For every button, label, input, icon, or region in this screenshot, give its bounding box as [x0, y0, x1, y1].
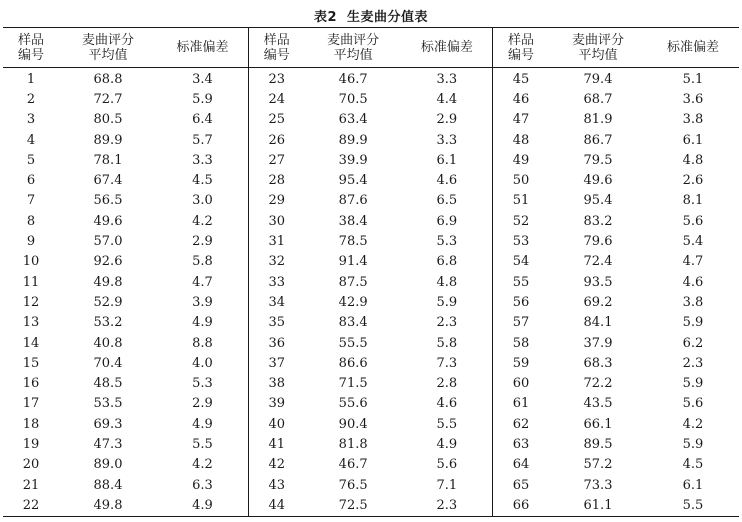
cell-sample-id: 33	[268, 274, 286, 290]
table-row	[3, 495, 248, 515]
cell-mean-score: 78.5	[338, 234, 368, 250]
cell-std-dev: 5.3	[436, 234, 458, 250]
cell-mean-score: 37.9	[583, 335, 613, 351]
table-row	[493, 353, 739, 373]
table-row	[493, 252, 739, 272]
cell-sample-id: 23	[268, 71, 286, 87]
table-row	[493, 434, 739, 454]
cell-mean-score: 81.9	[583, 112, 613, 128]
cell-mean-score: 84.1	[583, 315, 613, 331]
cell-mean-score: 55.6	[338, 396, 368, 412]
cell-mean-score: 89.0	[93, 457, 123, 473]
cell-mean-score: 49.8	[93, 497, 123, 513]
cell-sample-id: 38	[268, 376, 286, 392]
cell-std-dev: 6.1	[682, 477, 704, 493]
table-body	[493, 68, 739, 516]
table-row	[3, 252, 248, 272]
table-row	[493, 495, 739, 515]
cell-std-dev: 5.8	[192, 254, 213, 270]
cell-mean-score: 87.6	[338, 193, 368, 209]
table-row	[3, 150, 248, 170]
cell-sample-id: 56	[512, 294, 530, 310]
cell-sample-id: 1	[26, 71, 36, 87]
table-row	[3, 333, 248, 353]
score-table	[3, 27, 739, 517]
table-row	[249, 495, 492, 515]
table-row	[493, 292, 739, 312]
table-row	[493, 110, 739, 130]
cell-sample-id: 55	[512, 274, 530, 290]
table-block-1	[3, 28, 248, 516]
table-row	[249, 150, 492, 170]
table-row	[493, 130, 739, 150]
cell-mean-score: 79.6	[583, 234, 613, 250]
cell-sample-id: 53	[512, 234, 530, 250]
cell-sample-id: 58	[512, 335, 530, 351]
table-row	[3, 292, 248, 312]
cell-mean-score: 68.3	[583, 355, 613, 371]
cell-std-dev: 6.4	[192, 112, 213, 128]
cell-std-dev: 5.8	[436, 335, 458, 351]
cell-sample-id: 22	[22, 497, 40, 513]
table-row	[493, 211, 739, 231]
cell-sample-id: 61	[512, 396, 530, 412]
table-header	[3, 28, 248, 68]
table-row	[493, 69, 739, 89]
cell-sample-id: 66	[512, 497, 530, 513]
cell-std-dev: 6.1	[682, 132, 704, 148]
cell-std-dev: 4.0	[192, 355, 213, 371]
cell-sample-id: 34	[268, 294, 286, 310]
cell-mean-score: 63.4	[338, 112, 368, 128]
cell-sample-id: 11	[22, 274, 40, 290]
header-sample-id: 样品 编号	[17, 32, 44, 63]
cell-mean-score: 86.7	[583, 132, 613, 148]
cell-sample-id: 9	[26, 234, 36, 250]
table-row	[249, 191, 492, 211]
cell-mean-score: 53.5	[93, 396, 123, 412]
table-row	[493, 231, 739, 251]
table-row	[493, 170, 739, 190]
cell-mean-score: 53.2	[93, 315, 123, 331]
table-row	[249, 110, 492, 130]
cell-std-dev: 4.2	[192, 457, 213, 473]
cell-std-dev: 3.3	[436, 132, 458, 148]
cell-sample-id: 44	[268, 497, 286, 513]
cell-std-dev: 5.6	[682, 396, 704, 412]
cell-std-dev: 7.1	[436, 477, 458, 493]
cell-std-dev: 5.3	[192, 376, 213, 392]
header-mean-score: 麦曲评分 平均值	[81, 32, 134, 63]
cell-mean-score: 38.4	[338, 213, 368, 229]
cell-mean-score: 48.5	[93, 376, 123, 392]
table-row	[249, 434, 492, 454]
cell-mean-score: 72.5	[338, 497, 368, 513]
cell-sample-id: 59	[512, 355, 530, 371]
cell-std-dev: 4.9	[436, 436, 458, 452]
cell-std-dev: 8.1	[682, 193, 704, 209]
cell-sample-id: 20	[22, 457, 40, 473]
cell-mean-score: 57.2	[583, 457, 613, 473]
cell-sample-id: 30	[268, 213, 286, 229]
table-row	[249, 231, 492, 251]
cell-std-dev: 6.5	[436, 193, 458, 209]
cell-mean-score: 46.7	[338, 71, 368, 87]
cell-std-dev: 5.4	[682, 234, 704, 250]
table-row	[3, 353, 248, 373]
cell-mean-score: 81.8	[338, 436, 368, 452]
cell-sample-id: 57	[512, 315, 530, 331]
table-row	[3, 211, 248, 231]
cell-mean-score: 89.9	[93, 132, 123, 148]
cell-mean-score: 42.9	[338, 294, 368, 310]
cell-sample-id: 40	[268, 416, 286, 432]
table-row	[493, 191, 739, 211]
cell-std-dev: 6.8	[436, 254, 458, 270]
cell-std-dev: 2.9	[192, 396, 213, 412]
table-row	[249, 89, 492, 109]
cell-std-dev: 4.8	[682, 152, 704, 168]
cell-sample-id: 17	[22, 396, 40, 412]
table-row	[3, 313, 248, 333]
table-row	[3, 373, 248, 393]
cell-std-dev: 5.9	[682, 436, 704, 452]
table-block-3	[493, 28, 739, 516]
cell-sample-id: 37	[268, 355, 286, 371]
header-sample-id: 样品 编号	[507, 32, 534, 63]
table-row	[3, 272, 248, 292]
cell-std-dev: 2.8	[436, 376, 458, 392]
table-title: 生麦曲分值表	[347, 10, 429, 25]
table-row	[249, 252, 492, 272]
cell-std-dev: 5.9	[682, 376, 704, 392]
cell-mean-score: 80.5	[93, 112, 123, 128]
cell-sample-id: 42	[268, 457, 286, 473]
table-row	[249, 455, 492, 475]
cell-sample-id: 60	[512, 376, 530, 392]
cell-mean-score: 95.4	[583, 193, 613, 209]
cell-sample-id: 14	[22, 335, 40, 351]
cell-std-dev: 5.1	[682, 71, 704, 87]
cell-std-dev: 6.2	[682, 335, 704, 351]
cell-std-dev: 4.9	[192, 497, 213, 513]
cell-std-dev: 4.6	[436, 396, 458, 412]
cell-std-dev: 5.5	[682, 497, 704, 513]
cell-std-dev: 5.9	[192, 91, 213, 107]
cell-mean-score: 69.3	[93, 416, 123, 432]
cell-std-dev: 5.7	[192, 132, 213, 148]
table-row	[249, 394, 492, 414]
cell-sample-id: 8	[26, 213, 36, 229]
cell-sample-id: 65	[512, 477, 530, 493]
cell-sample-id: 4	[26, 132, 36, 148]
table-row	[493, 272, 739, 292]
cell-std-dev: 3.8	[682, 112, 704, 128]
cell-mean-score: 91.4	[338, 254, 368, 270]
cell-sample-id: 31	[268, 234, 286, 250]
cell-sample-id: 64	[512, 457, 530, 473]
cell-std-dev: 7.3	[436, 355, 458, 371]
table-row	[249, 475, 492, 495]
table-row	[3, 231, 248, 251]
cell-std-dev: 3.9	[192, 294, 213, 310]
cell-sample-id: 63	[512, 436, 530, 452]
cell-mean-score: 69.2	[583, 294, 613, 310]
cell-mean-score: 66.1	[583, 416, 613, 432]
cell-std-dev: 8.8	[192, 335, 213, 351]
cell-std-dev: 3.6	[682, 91, 704, 107]
cell-sample-id: 16	[22, 376, 40, 392]
cell-mean-score: 71.5	[338, 376, 368, 392]
table-header	[249, 28, 492, 68]
cell-mean-score: 79.4	[583, 71, 613, 87]
cell-std-dev: 2.6	[682, 173, 704, 189]
cell-mean-score: 73.3	[583, 477, 613, 493]
cell-std-dev: 3.0	[192, 193, 213, 209]
cell-sample-id: 35	[268, 315, 286, 331]
cell-mean-score: 72.7	[93, 91, 123, 107]
cell-std-dev: 2.3	[682, 355, 704, 371]
cell-sample-id: 51	[512, 193, 530, 209]
cell-std-dev: 4.7	[682, 254, 704, 270]
cell-mean-score: 86.6	[338, 355, 368, 371]
cell-std-dev: 5.5	[436, 416, 458, 432]
cell-sample-id: 13	[22, 315, 40, 331]
header-std-dev: 标准偏差	[666, 40, 719, 55]
cell-std-dev: 4.9	[192, 315, 213, 331]
cell-sample-id: 47	[512, 112, 530, 128]
cell-std-dev: 3.3	[192, 152, 213, 168]
cell-sample-id: 62	[512, 416, 530, 432]
cell-std-dev: 3.3	[436, 71, 458, 87]
cell-std-dev: 6.1	[436, 152, 458, 168]
table-row	[493, 394, 739, 414]
table-row	[249, 130, 492, 150]
cell-sample-id: 3	[26, 112, 36, 128]
table-caption	[0, 6, 742, 25]
header-mean-score: 麦曲评分 平均值	[327, 32, 380, 63]
cell-sample-id: 50	[512, 173, 530, 189]
table-row	[493, 455, 739, 475]
cell-mean-score: 67.4	[93, 173, 123, 189]
cell-mean-score: 89.5	[583, 436, 613, 452]
cell-std-dev: 5.6	[436, 457, 458, 473]
cell-mean-score: 83.4	[338, 315, 368, 331]
table-row	[249, 211, 492, 231]
header-sample-id: 样品 编号	[263, 32, 290, 63]
cell-sample-id: 26	[268, 132, 286, 148]
cell-std-dev: 2.3	[436, 497, 458, 513]
cell-std-dev: 4.2	[682, 416, 704, 432]
table-row	[493, 313, 739, 333]
cell-mean-score: 56.5	[93, 193, 123, 209]
table-body	[3, 68, 248, 516]
cell-sample-id: 10	[22, 254, 40, 270]
cell-sample-id: 27	[268, 152, 286, 168]
header-mean-score: 麦曲评分 平均值	[571, 32, 624, 63]
cell-sample-id: 18	[22, 416, 40, 432]
table-row	[3, 69, 248, 89]
cell-mean-score: 47.3	[93, 436, 123, 452]
cell-std-dev: 2.9	[192, 234, 213, 250]
cell-mean-score: 87.5	[338, 274, 368, 290]
table-row	[249, 333, 492, 353]
cell-std-dev: 5.9	[682, 315, 704, 331]
cell-mean-score: 78.1	[93, 152, 123, 168]
cell-std-dev: 3.4	[192, 71, 213, 87]
table-row	[3, 191, 248, 211]
cell-sample-id: 24	[268, 91, 286, 107]
cell-mean-score: 40.8	[93, 335, 123, 351]
cell-sample-id: 48	[512, 132, 530, 148]
table-body	[249, 68, 492, 516]
cell-sample-id: 19	[22, 436, 40, 452]
table-row	[493, 475, 739, 495]
cell-sample-id: 39	[268, 396, 286, 412]
cell-mean-score: 55.5	[338, 335, 368, 351]
cell-std-dev: 6.3	[192, 477, 213, 493]
table-row	[493, 333, 739, 353]
cell-std-dev: 5.5	[192, 436, 213, 452]
cell-mean-score: 61.1	[583, 497, 613, 513]
cell-std-dev: 3.8	[682, 294, 704, 310]
table-row	[249, 292, 492, 312]
cell-sample-id: 5	[26, 152, 36, 168]
cell-std-dev: 2.9	[436, 112, 458, 128]
cell-sample-id: 28	[268, 173, 286, 189]
cell-std-dev: 4.6	[436, 173, 458, 189]
table-row	[3, 414, 248, 434]
cell-mean-score: 95.4	[338, 173, 368, 189]
table-row	[249, 69, 492, 89]
table-number: 表2	[313, 10, 338, 25]
table-row	[249, 313, 492, 333]
table-row	[493, 89, 739, 109]
cell-std-dev: 4.6	[682, 274, 704, 290]
table-row	[249, 272, 492, 292]
cell-std-dev: 2.3	[436, 315, 458, 331]
cell-mean-score: 72.2	[583, 376, 613, 392]
cell-sample-id: 29	[268, 193, 286, 209]
cell-std-dev: 6.9	[436, 213, 458, 229]
cell-mean-score: 43.5	[583, 396, 613, 412]
cell-mean-score: 89.9	[338, 132, 368, 148]
cell-sample-id: 21	[22, 477, 40, 493]
cell-mean-score: 72.4	[583, 254, 613, 270]
header-std-dev: 标准偏差	[176, 40, 229, 55]
cell-mean-score: 49.6	[583, 173, 613, 189]
cell-sample-id: 36	[268, 335, 286, 351]
cell-sample-id: 52	[512, 213, 530, 229]
cell-sample-id: 25	[268, 112, 286, 128]
table-row	[493, 414, 739, 434]
cell-std-dev: 4.5	[192, 173, 213, 189]
table-block-2	[248, 28, 493, 516]
cell-std-dev: 4.2	[192, 213, 213, 229]
cell-std-dev: 5.9	[436, 294, 458, 310]
cell-sample-id: 7	[26, 193, 36, 209]
cell-sample-id: 54	[512, 254, 530, 270]
table-row	[249, 414, 492, 434]
table-row	[3, 455, 248, 475]
cell-sample-id: 45	[512, 71, 530, 87]
cell-mean-score: 88.4	[93, 477, 123, 493]
cell-mean-score: 70.4	[93, 355, 123, 371]
cell-mean-score: 49.8	[93, 274, 123, 290]
table-row	[3, 434, 248, 454]
table-row	[3, 130, 248, 150]
table-row	[493, 150, 739, 170]
cell-std-dev: 4.5	[682, 457, 704, 473]
cell-std-dev: 4.9	[192, 416, 213, 432]
cell-sample-id: 12	[22, 294, 40, 310]
table-row	[493, 373, 739, 393]
cell-mean-score: 68.7	[583, 91, 613, 107]
table-row	[249, 373, 492, 393]
cell-std-dev: 4.4	[436, 91, 458, 107]
cell-std-dev: 5.6	[682, 213, 704, 229]
cell-sample-id: 43	[268, 477, 286, 493]
cell-sample-id: 15	[22, 355, 40, 371]
cell-mean-score: 90.4	[338, 416, 368, 432]
cell-mean-score: 57.0	[93, 234, 123, 250]
cell-mean-score: 70.5	[338, 91, 368, 107]
cell-mean-score: 39.9	[338, 152, 368, 168]
cell-mean-score: 68.8	[93, 71, 123, 87]
cell-sample-id: 6	[26, 173, 36, 189]
cell-mean-score: 79.5	[583, 152, 613, 168]
header-std-dev: 标准偏差	[420, 40, 473, 55]
cell-mean-score: 49.6	[93, 213, 123, 229]
cell-sample-id: 46	[512, 91, 530, 107]
table-row	[3, 475, 248, 495]
cell-sample-id: 41	[268, 436, 286, 452]
cell-sample-id: 49	[512, 152, 530, 168]
table-row	[3, 89, 248, 109]
table-row	[3, 110, 248, 130]
cell-mean-score: 76.5	[338, 477, 368, 493]
table-row	[249, 170, 492, 190]
cell-std-dev: 4.7	[192, 274, 213, 290]
cell-sample-id: 32	[268, 254, 286, 270]
cell-mean-score: 52.9	[93, 294, 123, 310]
table-row	[249, 353, 492, 373]
table-header	[493, 28, 739, 68]
cell-mean-score: 46.7	[338, 457, 368, 473]
cell-sample-id: 2	[26, 91, 36, 107]
cell-mean-score: 83.2	[583, 213, 613, 229]
cell-mean-score: 93.5	[583, 274, 613, 290]
table-row	[3, 170, 248, 190]
table-row	[3, 394, 248, 414]
cell-std-dev: 4.8	[436, 274, 458, 290]
cell-mean-score: 92.6	[93, 254, 123, 270]
